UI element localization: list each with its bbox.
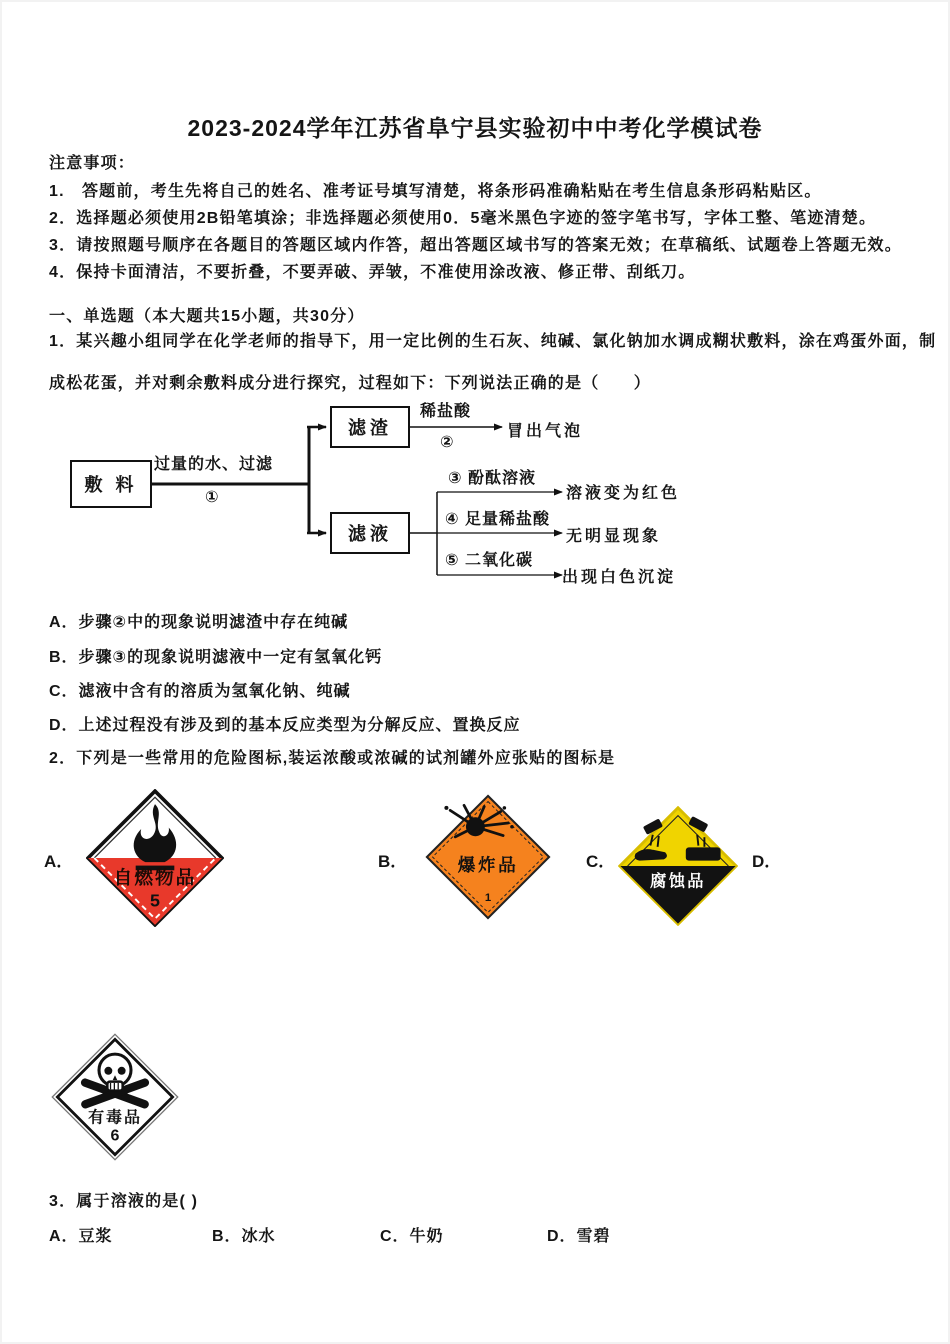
flammable-label: 自燃物品	[113, 867, 197, 889]
q3-option-a: A．豆浆	[49, 1228, 113, 1245]
flammable-hazard-icon	[86, 789, 224, 927]
q1-option-a: A．步骤②中的现象说明滤渣中存在纯碱	[49, 614, 349, 631]
q3-option-d: D．雪碧	[547, 1228, 611, 1245]
source-box: 敷 料	[70, 460, 152, 508]
step5-result: 出现白色沉淀	[562, 569, 677, 586]
step3-label: ③ 酚酞溶液	[448, 470, 536, 487]
toxic-hazard-icon	[51, 1033, 179, 1161]
notice-item-4: 4．保持卡面清洁，不要折叠，不要弄破、弄皱，不准使用涂改液、修正带、刮纸刀。	[49, 264, 696, 281]
exam-title: 2023-2024学年江苏省阜宁县实验初中中考化学模试卷	[187, 115, 763, 141]
step2-number: ②	[440, 434, 455, 451]
q1-option-c: C．滤液中含有的溶质为氢氧化钠、纯碱	[49, 683, 351, 700]
notice-item-2: 2．选择题必须使用2B铅笔填涂；非选择题必须使用0．5毫米黑色字迹的签字笔书写，字体工整、笔迹清楚。	[49, 210, 877, 227]
step4-label: ④ 足量稀盐酸	[445, 511, 550, 528]
flammable-number: 5	[150, 890, 160, 911]
toxic-number: 6	[110, 1127, 120, 1145]
q1-option-b: B．步骤③的现象说明滤液中一定有氢氧化钙	[49, 649, 383, 666]
residue-box: 滤渣	[330, 406, 410, 448]
section-heading: 一、单选题（本大题共15小题，共30分）	[49, 308, 365, 325]
step5-label: ⑤ 二氧化碳	[445, 552, 533, 569]
residue-reagent-label: 稀盐酸	[420, 403, 472, 420]
q2-option-label-c: C．	[586, 852, 616, 871]
flowchart	[42, 394, 742, 604]
corrosive-hazard-icon	[618, 806, 738, 926]
q3-stem: 3．属于溶液的是( )	[49, 1193, 199, 1210]
q1-stem-line1: 1．某兴趣小组同学在化学老师的指导下，用一定比例的生石灰、纯碱、氯化钠加水调成糊状敷料，涂在鸡蛋外面，制	[49, 333, 937, 350]
q2-option-label-a: A．	[44, 852, 74, 871]
corrosive-label: 腐蚀品	[650, 872, 706, 891]
q2-option-label-d: D．	[752, 852, 782, 871]
step4-result: 无明显现象	[566, 528, 662, 545]
q2-stem: 2．下列是一些常用的危险图标,装运浓酸或浓碱的试剂罐外应张贴的图标是	[49, 750, 616, 767]
q1-stem-line2: 成松花蛋，并对剩余敷料成分进行探究，过程如下：下列说法正确的是（ ）	[49, 375, 652, 392]
explosive-label: 爆炸品	[457, 854, 519, 875]
residue-result: 冒出气泡	[507, 423, 584, 440]
step1-label: 过量的水、过滤	[154, 456, 274, 473]
q1-option-d: D．上述过程没有涉及到的基本反应类型为分解反应、置换反应	[49, 717, 521, 734]
q3-option-c: C．牛奶	[380, 1228, 444, 1245]
notice-heading: 注意事项：	[49, 155, 136, 172]
explosive-hazard-icon	[425, 794, 551, 920]
toxic-label: 有毒品	[88, 1109, 142, 1127]
explosive-number: 1	[484, 892, 492, 905]
notice-item-3: 3．请按照题号顺序在各题目的答题区域内作答，超出答题区域书写的答案无效；在草稿纸、试题卷上答题无效。	[49, 237, 902, 254]
q3-option-b: B．冰水	[212, 1228, 276, 1245]
step1-number: ①	[205, 489, 220, 506]
step3-result: 溶液变为红色	[566, 485, 681, 502]
q2-option-label-b: B．	[378, 852, 408, 871]
filtrate-box: 滤液	[330, 512, 410, 554]
notice-item-1: 1. 答题前，考生先将自己的姓名、准考证号填写清楚，将条形码准确粘贴在考生信息条形码粘贴区。	[49, 183, 822, 200]
